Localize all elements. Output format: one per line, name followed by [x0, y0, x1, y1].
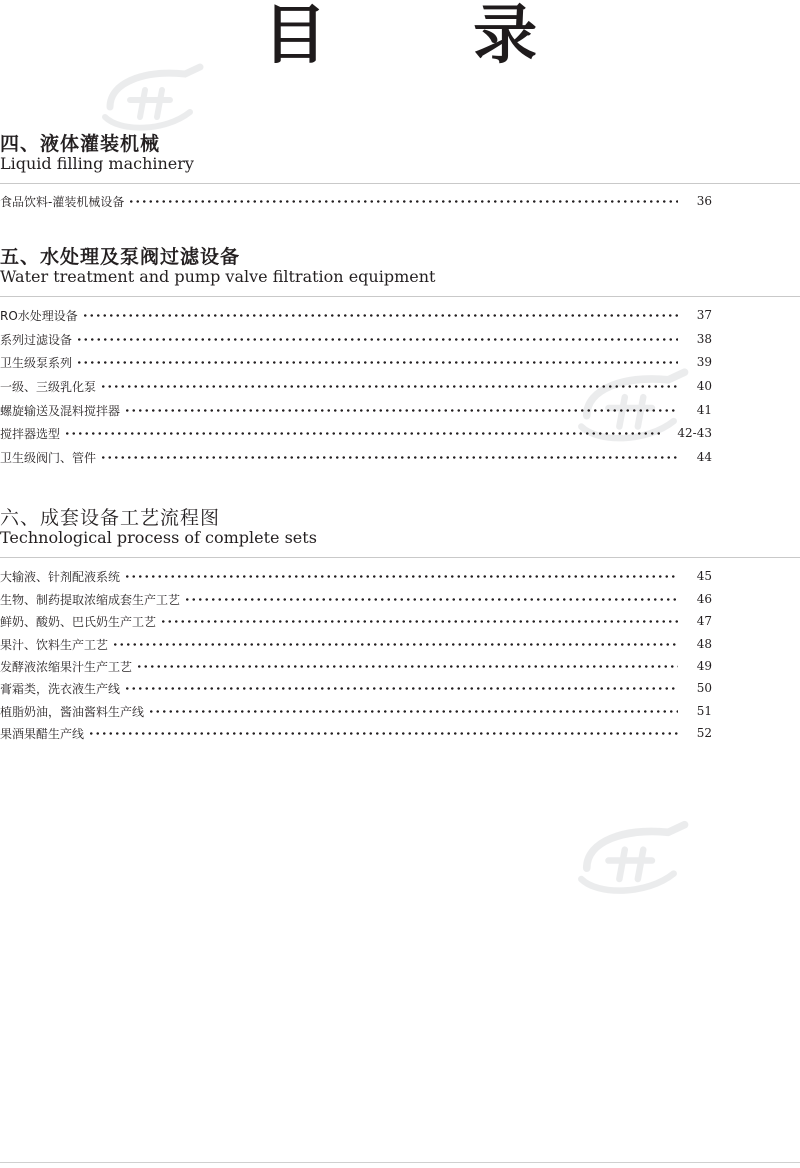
toc-entry-label: 搅拌器选型 — [0, 426, 61, 441]
section-heading-en: Water treatment and pump valve filtration equipment — [0, 267, 436, 286]
toc-entry-page: 52 — [696, 726, 712, 740]
toc-entry-page: 40 — [696, 379, 712, 393]
section-heading-cn: 五、水处理及泵阀过滤设备 — [0, 246, 241, 268]
section-water-treatment — [0, 246, 800, 287]
toc-entry-label: 膏霜类，洗衣液生产线 — [0, 681, 121, 696]
section-divider — [0, 557, 800, 558]
dot-leader — [160, 620, 678, 623]
toc-entry-page: 36 — [696, 194, 712, 208]
toc-entry-page: 46 — [696, 592, 712, 606]
section-divider — [0, 296, 800, 297]
company-logo-watermark-icon — [90, 62, 205, 137]
toc-entry[interactable] — [0, 700, 712, 722]
toc-entry-page: 44 — [696, 450, 712, 464]
toc-entry-label: 果酒果醋生产线 — [0, 726, 85, 741]
toc-entry[interactable] — [0, 351, 712, 373]
toc-entry-label: RO水处理设备 — [0, 308, 78, 323]
section-heading-cn: 六、成套设备工艺流程图 — [0, 507, 221, 529]
toc-entry-page: 42-43 — [677, 426, 712, 440]
section-divider — [0, 183, 800, 184]
toc-entry[interactable] — [0, 565, 712, 587]
toc-entry[interactable] — [0, 655, 712, 677]
toc-entry[interactable] — [0, 588, 712, 610]
toc-entry-page: 39 — [696, 355, 712, 369]
toc-entry-label: 卫生级阀门、管件 — [0, 450, 97, 465]
toc-entry-page: 49 — [696, 659, 712, 673]
dot-leader — [76, 361, 678, 364]
toc-entry-page: 51 — [696, 704, 712, 718]
toc-entry[interactable] — [0, 633, 712, 655]
dot-leader — [88, 732, 678, 735]
dot-leader — [112, 643, 678, 646]
section-heading-en: Technological process of complete sets — [0, 528, 317, 547]
toc-entry-label: 植脂奶油，酱油酱料生产线 — [0, 704, 145, 719]
toc-entry-label: 鲜奶、酸奶、巴氏奶生产工艺 — [0, 614, 157, 629]
dot-leader — [136, 665, 678, 668]
dot-leader — [128, 200, 678, 203]
toc-entry-label: 果汁、饮料生产工艺 — [0, 637, 109, 652]
toc-entry-page: 47 — [696, 614, 712, 628]
toc-entry[interactable] — [0, 328, 712, 350]
page-title: 目 录 — [262, 0, 600, 73]
dot-leader — [124, 575, 678, 578]
toc-entry[interactable] — [0, 610, 712, 632]
footer-divider — [0, 1162, 800, 1163]
dot-leader — [184, 598, 678, 601]
section-process-flow — [0, 507, 800, 548]
toc-entry-label: 大输液、针剂配液系统 — [0, 569, 121, 584]
toc-entry[interactable] — [0, 677, 712, 699]
toc-entry-label: 一级、三级乳化泵 — [0, 379, 97, 394]
toc-entry-label: 卫生级泵系列 — [0, 355, 73, 370]
toc-entry-page: 45 — [696, 569, 712, 583]
dot-leader — [124, 687, 678, 690]
toc-entry-label: 系列过滤设备 — [0, 332, 73, 347]
section-heading-cn: 四、液体灌装机械 — [0, 133, 161, 155]
toc-entry[interactable] — [0, 190, 712, 212]
toc-entry-page: 37 — [696, 308, 712, 322]
dot-leader — [148, 710, 678, 713]
toc-entry[interactable] — [0, 446, 712, 468]
section-heading-en: Liquid filling machinery — [0, 154, 194, 173]
toc-entry[interactable] — [0, 375, 712, 397]
toc-entry[interactable] — [0, 304, 712, 326]
dot-leader — [100, 456, 678, 459]
toc-entry-page: 41 — [696, 403, 712, 417]
toc-entry[interactable] — [0, 722, 712, 744]
toc-entry-page: 50 — [696, 681, 712, 695]
dot-leader — [76, 338, 678, 341]
company-logo-watermark-icon — [565, 810, 690, 910]
toc-entry-label: 螺旋输送及混料搅拌器 — [0, 403, 121, 418]
dot-leader — [100, 385, 678, 388]
toc-entry-label: 发酵液浓缩果汁生产工艺 — [0, 659, 133, 674]
toc-entry-page: 48 — [696, 637, 712, 651]
toc-entry-page: 38 — [696, 332, 712, 346]
section-liquid-filling — [0, 133, 800, 174]
dot-leader — [124, 409, 678, 412]
dot-leader — [64, 432, 664, 435]
toc-entry-label: 食品饮料-灌装机械设备 — [0, 194, 125, 209]
toc-entry[interactable] — [0, 399, 712, 421]
toc-entry[interactable] — [0, 422, 712, 444]
toc-entry-label: 生物、制药提取浓缩成套生产工艺 — [0, 592, 181, 607]
dot-leader — [82, 314, 678, 317]
